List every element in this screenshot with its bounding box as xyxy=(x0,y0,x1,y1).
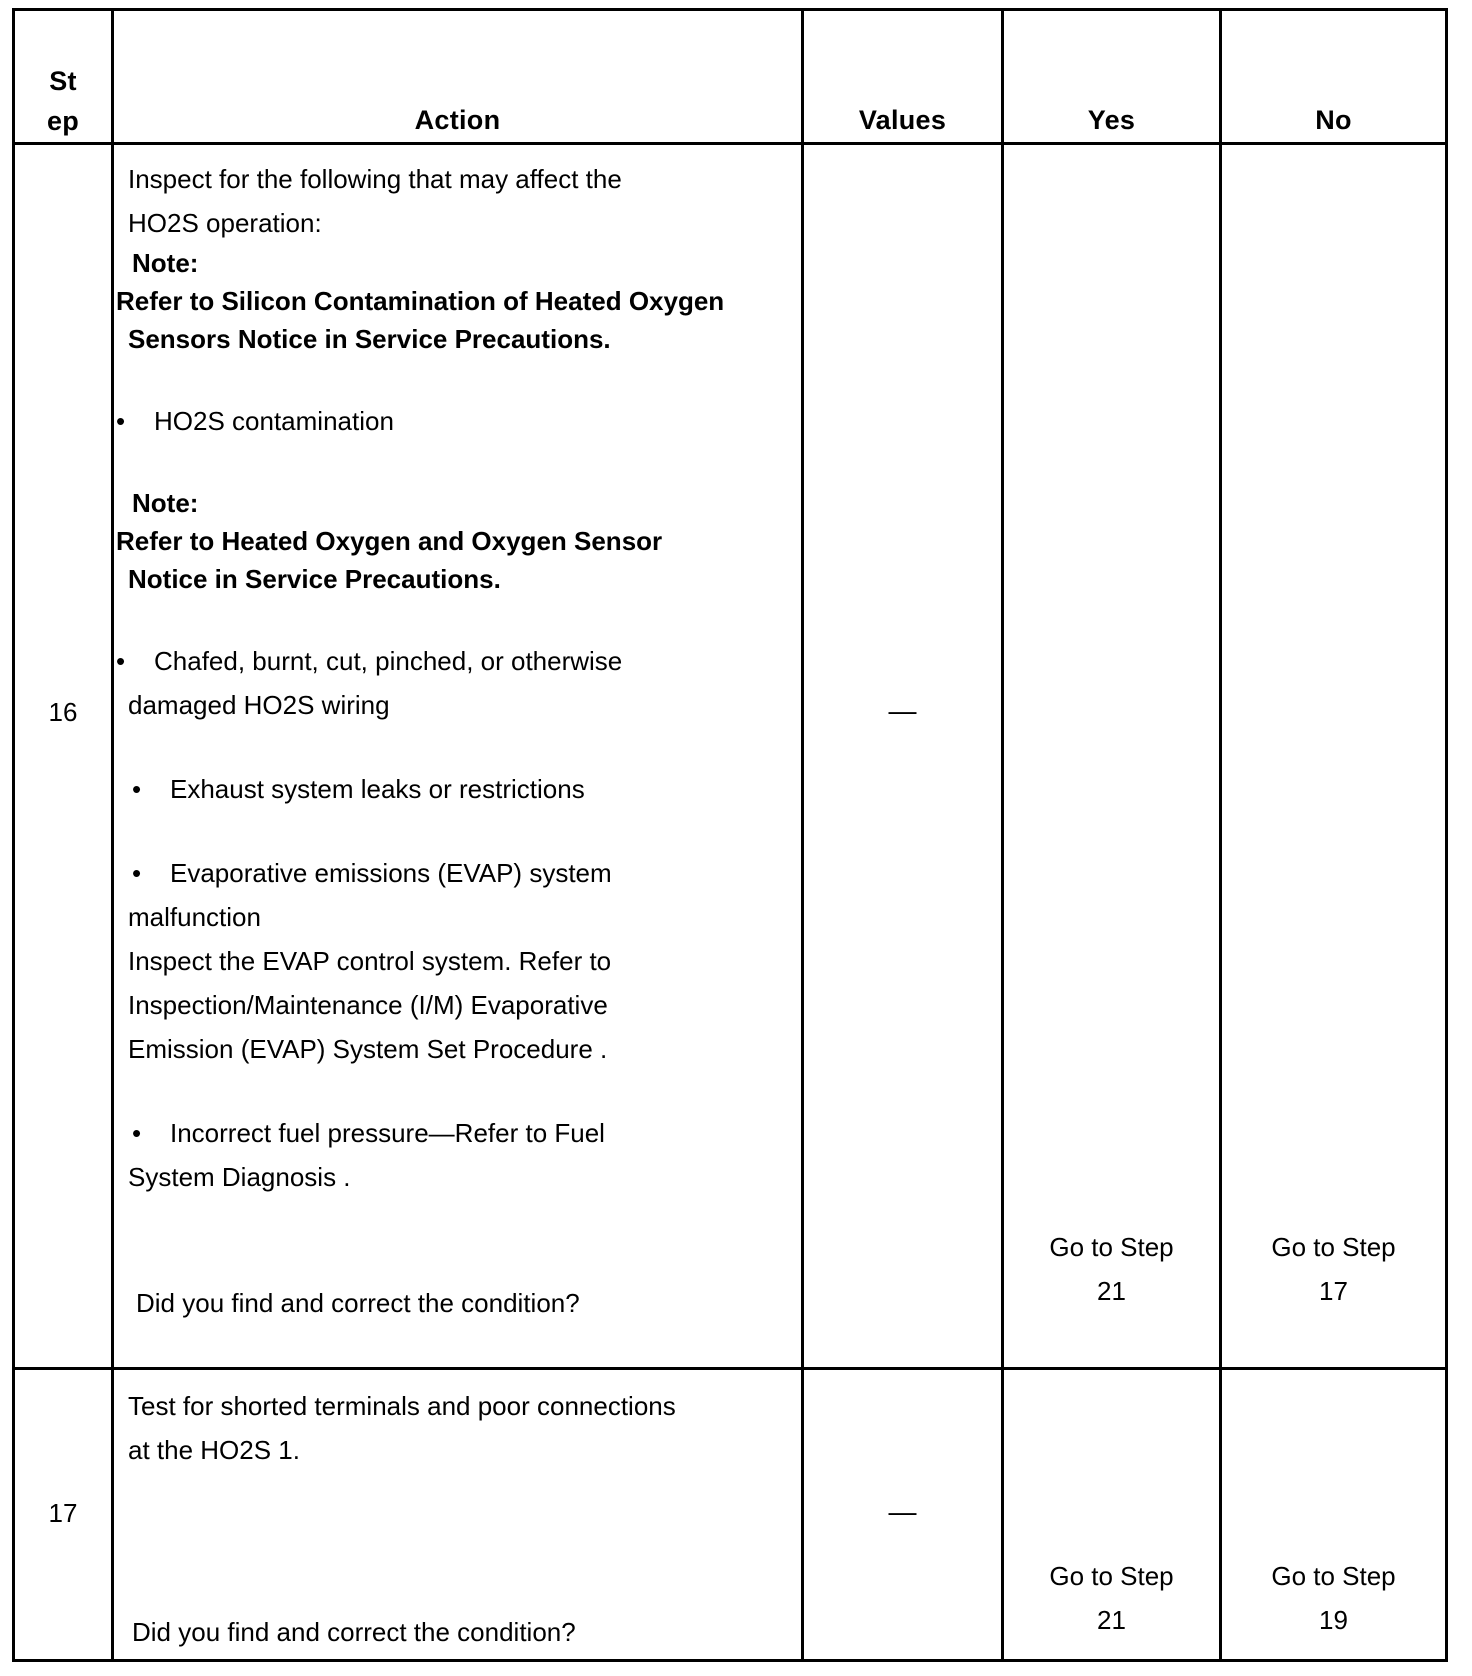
values-dash: — xyxy=(888,1496,917,1527)
bullet-text: Incorrect fuel pressure—Refer to Fuel xyxy=(170,1118,605,1148)
bullet-icon: • xyxy=(132,774,142,804)
evap-text-line3: Emission (EVAP) System Set Procedure . xyxy=(128,1034,608,1064)
step-number: 16 xyxy=(48,697,78,727)
bullet-text: Chafed, burnt, cut, pinched, or otherwise xyxy=(154,646,623,676)
action-text-line2: at the HO2S 1. xyxy=(128,1435,300,1465)
diagnostic-table xyxy=(12,8,1448,1662)
bullet-icon: • xyxy=(116,646,126,676)
evap-text-line2: Inspection/Maintenance (I/M) Evaporative xyxy=(128,990,608,1020)
yes-goto-step: 21 xyxy=(1097,1276,1126,1306)
action-intro-line2: HO2S operation: xyxy=(128,208,322,238)
note-text-line2: Notice in Service Precautions. xyxy=(128,564,501,594)
note-label: Note: xyxy=(132,248,199,278)
action-cell xyxy=(113,1369,803,1661)
bullet-icon: • xyxy=(116,406,126,436)
no-goto-step: 17 xyxy=(1319,1276,1348,1306)
bullet-item xyxy=(116,399,394,443)
bullet-item xyxy=(132,1111,605,1155)
yes-cell xyxy=(1003,1369,1221,1661)
step-cell xyxy=(14,1369,113,1661)
yes-goto-label: Go to Step xyxy=(1049,1561,1174,1591)
action-cell xyxy=(113,144,803,1369)
bullet-item xyxy=(116,639,622,683)
yes-goto-label: Go to Step xyxy=(1049,1232,1174,1262)
bullet-icon: • xyxy=(132,1118,142,1148)
header-step-line1: St xyxy=(49,66,77,96)
step-number: 17 xyxy=(48,1498,78,1528)
header-action-label: Action xyxy=(414,105,501,135)
bullet-icon: • xyxy=(132,858,142,888)
step-cell xyxy=(14,144,113,1369)
question-text: Did you find and correct the condition? xyxy=(136,1288,580,1318)
no-cell xyxy=(1221,1369,1447,1661)
header-values xyxy=(803,10,1003,144)
evap-text-line1: Inspect the EVAP control system. Refer to xyxy=(128,946,612,976)
header-yes xyxy=(1003,10,1221,144)
values-cell xyxy=(803,144,1003,1369)
header-step-line2: ep xyxy=(46,106,80,136)
values-cell xyxy=(803,1369,1003,1661)
bullet-text: HO2S contamination xyxy=(154,406,394,436)
no-cell xyxy=(1221,144,1447,1369)
note-text-line1: Refer to Heated Oxygen and Oxygen Sensor xyxy=(116,526,663,556)
header-yes-label: Yes xyxy=(1087,105,1136,135)
note-text-line1: Refer to Silicon Contamination of Heated Oxygen xyxy=(116,286,725,316)
bullet-item xyxy=(132,851,612,895)
no-goto-label: Go to Step xyxy=(1271,1232,1396,1262)
header-row xyxy=(14,10,1447,144)
bullet-text-continued: System Diagnosis . xyxy=(128,1162,351,1192)
bullet-text: Evaporative emissions (EVAP) system xyxy=(170,858,612,888)
table-row-step-17 xyxy=(14,1369,1447,1661)
yes-cell xyxy=(1003,144,1221,1369)
values-dash: — xyxy=(888,695,917,726)
bullet-text-continued: malfunction xyxy=(128,902,261,932)
note-label: Note: xyxy=(132,488,199,518)
bullet-text: Exhaust system leaks or restrictions xyxy=(170,774,585,804)
header-no xyxy=(1221,10,1447,144)
header-step xyxy=(14,10,113,144)
bullet-text-continued: damaged HO2S wiring xyxy=(128,690,390,720)
bullet-item xyxy=(132,767,585,811)
header-action xyxy=(113,10,803,144)
yes-goto-step: 21 xyxy=(1097,1605,1126,1635)
action-intro-line1: Inspect for the following that may affect the xyxy=(128,164,622,194)
no-goto-step: 19 xyxy=(1319,1605,1348,1635)
question-text: Did you find and correct the condition? xyxy=(132,1617,576,1647)
note-text-line2: Sensors Notice in Service Precautions. xyxy=(128,324,611,354)
header-no-label: No xyxy=(1315,105,1352,135)
action-text-line1: Test for shorted terminals and poor connections xyxy=(128,1391,676,1421)
no-goto-label: Go to Step xyxy=(1271,1561,1396,1591)
header-values-label: Values xyxy=(858,105,947,135)
table-row-step-16 xyxy=(14,144,1447,1369)
